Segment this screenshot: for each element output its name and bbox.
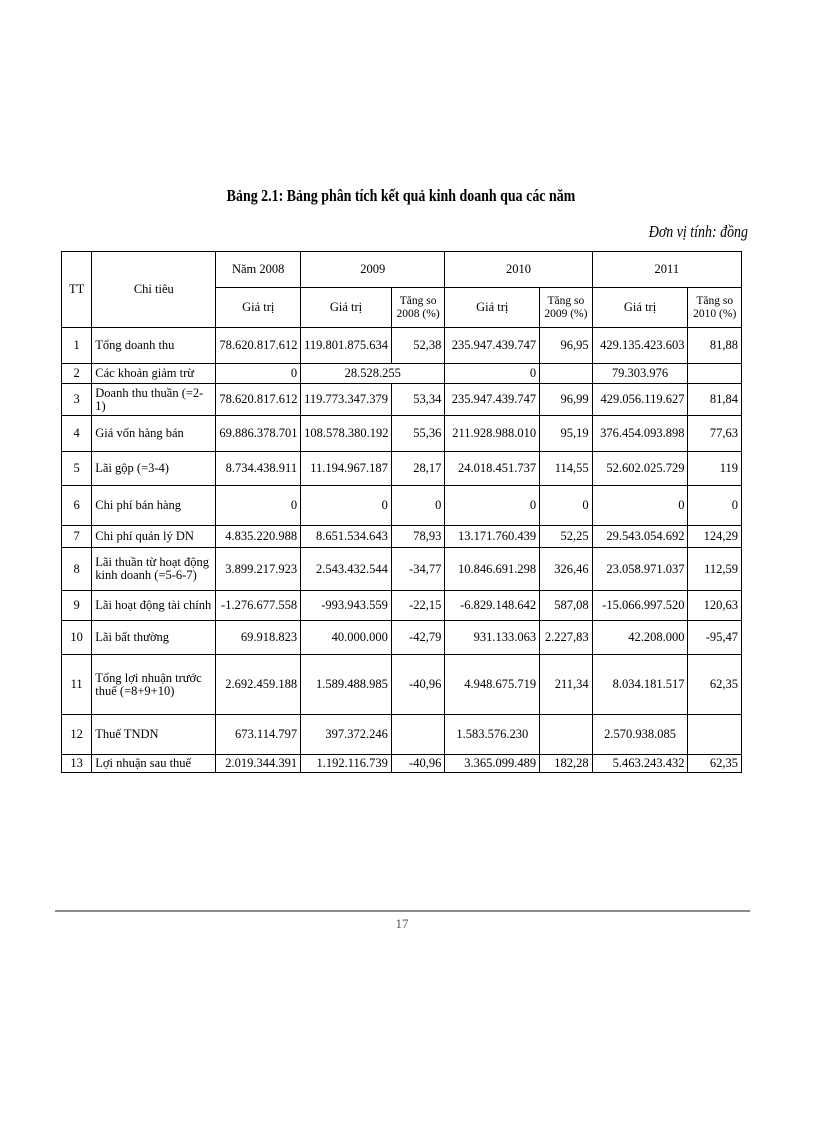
header-gia-tri-2008: Giá trị xyxy=(216,288,301,328)
row-name: Lãi gộp (=3-4) xyxy=(92,452,216,486)
header-gia-tri-2010: Giá trị xyxy=(445,288,540,328)
pct-2011: 62,35 xyxy=(688,655,742,715)
pct-2010: 52,25 xyxy=(540,526,592,548)
row-name: Lãi thuần từ hoạt động kinh doanh (=5-6-7) xyxy=(92,548,216,591)
pct-2011: 81,84 xyxy=(688,384,742,416)
header-gia-tri-2011: Giá trị xyxy=(592,288,688,328)
table-row xyxy=(62,526,742,548)
row-tt: 13 xyxy=(62,755,92,773)
value-2011: 79.303.976 xyxy=(592,364,688,384)
value-2010: 0 xyxy=(445,364,540,384)
row-name: Doanh thu thuần (=2-1) xyxy=(92,384,216,416)
pct-2009: -42,79 xyxy=(391,621,444,655)
pct-2011 xyxy=(688,364,742,384)
table-row xyxy=(62,452,742,486)
pct-2011 xyxy=(688,715,742,755)
value-2009: 0 xyxy=(301,486,392,526)
value-2008: 673.114.797 xyxy=(216,715,301,755)
pct-2009: 52,38 xyxy=(391,328,444,364)
pct-2010: 96,95 xyxy=(540,328,592,364)
value-2011: 8.034.181.517 xyxy=(592,655,688,715)
value-2009: -993.943.559 xyxy=(301,591,392,621)
row-name: Thuế TNDN xyxy=(92,715,216,755)
row-tt: 11 xyxy=(62,655,92,715)
pct-2010: 2.227,83 xyxy=(540,621,592,655)
header-tang-so-2010: Tăng so 2010 (%) xyxy=(688,288,742,328)
value-2010: 10.846.691.298 xyxy=(445,548,540,591)
row-name: Lãi bất thường xyxy=(92,621,216,655)
pct-2011: 120,63 xyxy=(688,591,742,621)
pct-2009: 0 xyxy=(391,486,444,526)
value-2008: -1.276.677.558 xyxy=(216,591,301,621)
table-row xyxy=(62,416,742,452)
pct-2011: 77,63 xyxy=(688,416,742,452)
pct-2010: 211,34 xyxy=(540,655,592,715)
value-2008: 2.692.459.188 xyxy=(216,655,301,715)
footer-divider xyxy=(55,910,750,912)
row-tt: 7 xyxy=(62,526,92,548)
row-tt: 10 xyxy=(62,621,92,655)
value-2011: 0 xyxy=(592,486,688,526)
pct-2009: 28,17 xyxy=(391,452,444,486)
header-2009: 2009 xyxy=(301,252,445,288)
value-2010: 0 xyxy=(445,486,540,526)
value-2010: 4.948.675.719 xyxy=(445,655,540,715)
value-2010: 3.365.099.489 xyxy=(445,755,540,773)
header-2008: Năm 2008 xyxy=(216,252,301,288)
header-chi-tieu: Chỉ tiêu xyxy=(92,252,216,328)
header-tang-so-2009: Tăng so 2009 (%) xyxy=(540,288,592,328)
results-table xyxy=(61,251,742,773)
row-tt: 8 xyxy=(62,548,92,591)
row-tt: 12 xyxy=(62,715,92,755)
value-2010: 931.133.063 xyxy=(445,621,540,655)
row-tt: 5 xyxy=(62,452,92,486)
pct-2010: 326,46 xyxy=(540,548,592,591)
pct-2011: 0 xyxy=(688,486,742,526)
row-tt: 4 xyxy=(62,416,92,452)
value-2011: 23.058.971.037 xyxy=(592,548,688,591)
value-2008: 78.620.817.612 xyxy=(216,384,301,416)
row-name: Chi phí bán hàng xyxy=(92,486,216,526)
value-2010: -6.829.148.642 xyxy=(445,591,540,621)
value-2009: 108.578.380.192 xyxy=(301,416,392,452)
row-tt: 2 xyxy=(62,364,92,384)
pct-2010: 96,99 xyxy=(540,384,592,416)
value-2009: 1.589.488.985 xyxy=(301,655,392,715)
pct-2010: 0 xyxy=(540,486,592,526)
row-name: Chi phí quản lý DN xyxy=(92,526,216,548)
value-2011: 42.208.000 xyxy=(592,621,688,655)
pct-2011: 112,59 xyxy=(688,548,742,591)
pct-2010: 587,08 xyxy=(540,591,592,621)
value-2008: 3.899.217.923 xyxy=(216,548,301,591)
value-2009: 11.194.967.187 xyxy=(301,452,392,486)
value-2008: 78.620.817.612 xyxy=(216,328,301,364)
value-2008: 0 xyxy=(216,486,301,526)
pct-2010 xyxy=(540,715,592,755)
pct-2011: 62,35 xyxy=(688,755,742,773)
pct-2010 xyxy=(540,364,592,384)
value-2009: 8.651.534.643 xyxy=(301,526,392,548)
row-name: Lãi hoạt động tài chính xyxy=(92,591,216,621)
pct-2011: 119 xyxy=(688,452,742,486)
row-tt: 1 xyxy=(62,328,92,364)
value-2009: 119.801.875.634 xyxy=(301,328,392,364)
pct-2011: 124,29 xyxy=(688,526,742,548)
pct-2011: 81,88 xyxy=(688,328,742,364)
table-row xyxy=(62,384,742,416)
value-2011: 376.454.093.898 xyxy=(592,416,688,452)
value-2009: 40.000.000 xyxy=(301,621,392,655)
row-name: Tổng doanh thu xyxy=(92,328,216,364)
value-2008: 69.918.823 xyxy=(216,621,301,655)
header-gia-tri-2009: Giá trị xyxy=(301,288,392,328)
pct-2010: 95,19 xyxy=(540,416,592,452)
row-name: Giá vốn hàng bán xyxy=(92,416,216,452)
pct-2009: -40,96 xyxy=(391,655,444,715)
value-2008: 8.734.438.911 xyxy=(216,452,301,486)
value-2011: 29.543.054.692 xyxy=(592,526,688,548)
pct-2011: -95,47 xyxy=(688,621,742,655)
table-row xyxy=(62,548,742,591)
table-row xyxy=(62,328,742,364)
value-2008: 4.835.220.988 xyxy=(216,526,301,548)
value-2011: 429.056.119.627 xyxy=(592,384,688,416)
row-tt: 9 xyxy=(62,591,92,621)
row-tt: 3 xyxy=(62,384,92,416)
pct-2009: -22,15 xyxy=(391,591,444,621)
header-tt: TT xyxy=(62,252,92,328)
table-row xyxy=(62,486,742,526)
row-name: Các khoản giảm trừ xyxy=(92,364,216,384)
table-title: Bảng 2.1: Bảng phân tích kết quả kinh doanh qua các năm xyxy=(226,186,576,205)
header-2011: 2011 xyxy=(592,252,741,288)
value-2010: 235.947.439.747 xyxy=(445,384,540,416)
value-2008: 2.019.344.391 xyxy=(216,755,301,773)
value-2011: 5.463.243.432 xyxy=(592,755,688,773)
value-2009: 397.372.246 xyxy=(301,715,392,755)
value-2010: 24.018.451.737 xyxy=(445,452,540,486)
table-row xyxy=(62,621,742,655)
value-2009: 2.543.432.544 xyxy=(301,548,392,591)
value-2009: 119.773.347.379 xyxy=(301,384,392,416)
unit-note: Đơn vị tính: đồng xyxy=(648,222,748,241)
pct-2009: 55,36 xyxy=(391,416,444,452)
value-2011: 2.570.938.085 xyxy=(592,715,688,755)
pct-2009: -34,77 xyxy=(391,548,444,591)
value-2009: 28.528.255 xyxy=(301,364,445,384)
table-row xyxy=(62,364,742,384)
header-tang-so-2008: Tăng so 2008 (%) xyxy=(391,288,444,328)
table-row xyxy=(62,715,742,755)
pct-2009 xyxy=(391,715,444,755)
pct-2009: -40,96 xyxy=(391,755,444,773)
pct-2010: 182,28 xyxy=(540,755,592,773)
table-row xyxy=(62,655,742,715)
row-name: Tổng lợi nhuận trước thuế (=8+9+10) xyxy=(92,655,216,715)
row-name: Lợi nhuận sau thuế xyxy=(92,755,216,773)
table-row xyxy=(62,755,742,773)
header-2010: 2010 xyxy=(445,252,592,288)
value-2008: 0 xyxy=(216,364,301,384)
value-2011: 52.602.025.729 xyxy=(592,452,688,486)
page-number: 17 xyxy=(395,916,409,931)
value-2010: 211.928.988.010 xyxy=(445,416,540,452)
value-2009: 1.192.116.739 xyxy=(301,755,392,773)
value-2010: 235.947.439.747 xyxy=(445,328,540,364)
pct-2010: 114,55 xyxy=(540,452,592,486)
value-2010: 1.583.576.230 xyxy=(445,715,540,755)
value-2010: 13.171.760.439 xyxy=(445,526,540,548)
pct-2009: 53,34 xyxy=(391,384,444,416)
row-tt: 6 xyxy=(62,486,92,526)
value-2008: 69.886.378.701 xyxy=(216,416,301,452)
value-2011: 429.135.423.603 xyxy=(592,328,688,364)
table-row xyxy=(62,591,742,621)
value-2011: -15.066.997.520 xyxy=(592,591,688,621)
pct-2009: 78,93 xyxy=(391,526,444,548)
